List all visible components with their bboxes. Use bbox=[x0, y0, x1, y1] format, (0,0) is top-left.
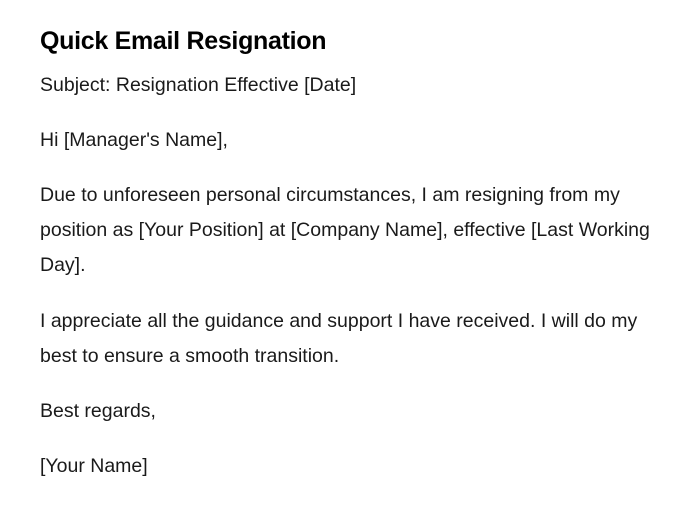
email-document bbox=[40, 24, 650, 484]
email-subject: Subject: Resignation Effective [Date] bbox=[40, 74, 357, 96]
document-title: Quick Email Resignation bbox=[40, 27, 327, 55]
email-body-paragraph: I appreciate all the guidance and support I have received. I will do my best to ensure a smooth transition. bbox=[40, 310, 638, 367]
email-closing: Best regards, bbox=[40, 400, 156, 422]
email-greeting: Hi [Manager's Name], bbox=[40, 129, 228, 151]
email-body-paragraph: Due to unforeseen personal circumstances, I am resigning from my position as [Your Position] at [Company Name], effective [Last Working Day]. bbox=[40, 184, 650, 276]
email-signature: [Your Name] bbox=[40, 455, 148, 477]
